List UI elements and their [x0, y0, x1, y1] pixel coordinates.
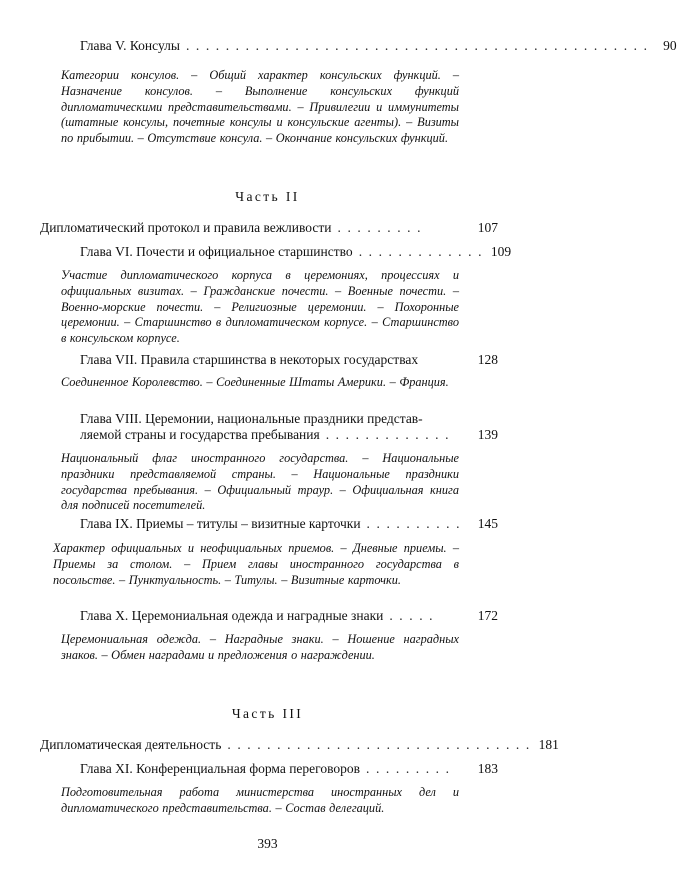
chapter-5-description: Категории консулов. – Общий характер консульских функций. – Назначение консулов. – Выполнение консульских функций дипломатическими представительствами. – Привилегии и иммунитеты (штатные консулы, почетные консулы и консульские агенты). – Визиты по прибытии. – Отсутствие консула. – Окончание консульских функций. [61, 68, 459, 146]
page-number: 109 [490, 244, 512, 259]
dot-leader: . . . . . . . . . . [366, 516, 462, 531]
chapter-title: Глава XI. Конференциальная форма переговоров [80, 761, 361, 776]
toc-entry-chapter-5[interactable] [80, 38, 677, 54]
dot-leader: . . . . . . . . . . . . . . . . . . . . . . . . . . . . . . . [227, 737, 531, 752]
part-2-heading: Часть II [235, 189, 300, 204]
page-number: 145 [477, 516, 498, 531]
chapter-8-title-line-1[interactable]: Глава VIII. Церемонии, национальные праздники представ- [80, 411, 423, 426]
page-number: 181 [538, 737, 559, 752]
chapter-title-continued: ляемой страны и государства пребывания [80, 427, 320, 442]
dot-leader: . . . . . . . . . . . . . [325, 427, 451, 442]
chapter-9-description: Характер официальных и неофициальных приемов. – Дневные приемы. – Приемы за столом. – Прием главы иностранного государства в посольстве. – Пунктуальность. – Титулы. – Визитные карточки. [53, 541, 459, 587]
page-number: 107 [477, 220, 498, 235]
chapter-10-description: Церемониальная одежда. – Наградные знаки. – Ношение наградных знаков. – Обмен наградами и предложения о награждении. [61, 632, 459, 662]
toc-entry-part-3[interactable] [40, 737, 559, 753]
toc-entry-part-2[interactable] [40, 220, 498, 236]
chapter-title: Глава VII. Правила старшинства в некоторых государствах [80, 352, 419, 367]
toc-entry-chapter-10[interactable] [80, 608, 498, 624]
dot-leader: . . . . . . . . . [366, 761, 451, 776]
dot-leader: . . . . . . . . . [337, 220, 423, 235]
page-folio-number: 393 [257, 836, 278, 851]
page-number: 128 [477, 352, 498, 367]
toc-entry-chapter-11[interactable] [80, 761, 498, 777]
toc-entry-chapter-6[interactable] [80, 244, 512, 260]
dot-leader: . . . . . [389, 608, 435, 623]
section-title: Дипломатический протокол и правила вежливости [40, 220, 332, 235]
chapter-8-description: Национальный флаг иностранного государства. – Национальные праздники представляемой страны. – Национальные праздники государства пребывания. – Официальный траур. – Официальная книга для подписей посетителей. [61, 451, 459, 513]
dot-leader: . . . . . . . . . . . . . . . . . . . . . . . . . . . . . . . . . . . . . . . . . . . . . . . [185, 38, 649, 53]
part-3-heading: Часть III [231, 706, 304, 721]
toc-entry-chapter-9[interactable] [80, 516, 498, 532]
page-number: 90 [663, 38, 677, 53]
toc-entry-chapter-8[interactable] [80, 427, 498, 443]
chapter-11-description: Подготовительная работа министерства иностранных дел и дипломатического представительства. – Состав делегаций. [61, 785, 459, 815]
toc-entry-chapter-7[interactable] [80, 352, 498, 368]
page-number: 172 [477, 608, 498, 623]
chapter-7-description: Соединенное Королевство. – Соединенные Штаты Америки. – Франция. [61, 375, 449, 389]
chapter-6-description: Участие дипломатического корпуса в церемониях, процессиях и официальных визитах. – Гражданские почести. – Военные почести. – Военно-морские почести. – Религиозные церемонии. – Похоронные церемонии. – Старшинство в дипломатическом корпусе. – Старшинство в консульском корпусе. [61, 268, 459, 346]
section-title: Дипломатическая деятельность [40, 737, 222, 752]
page-number: 139 [477, 427, 498, 442]
dot-leader: . . . . . . . . . . . . . [358, 244, 484, 259]
chapter-title: Глава X. Церемониальная одежда и наградные знаки [80, 608, 384, 623]
chapter-title: Глава VI. Почести и официальное старшинство [80, 244, 353, 259]
chapter-title: Глава IX. Приемы – титулы – визитные карточки [80, 516, 361, 531]
page-number: 183 [477, 761, 498, 776]
chapter-title: Глава V. Консулы [80, 38, 180, 53]
